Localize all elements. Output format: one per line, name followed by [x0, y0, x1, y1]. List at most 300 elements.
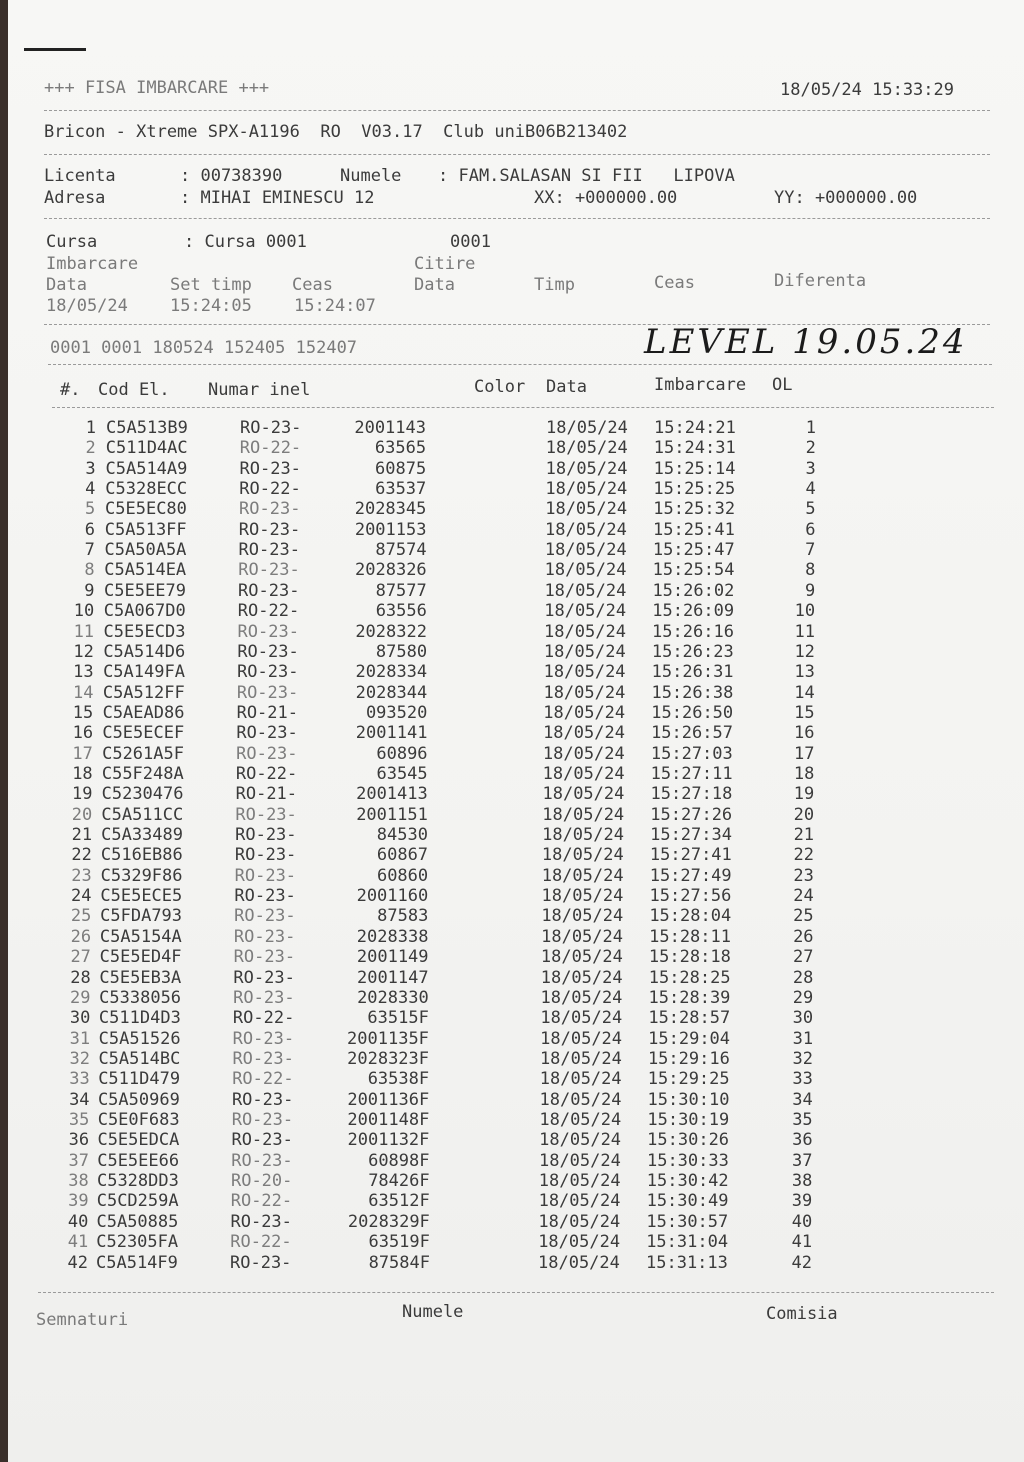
- cell-num: 60875: [375, 458, 427, 479]
- cell-ol: 13: [794, 662, 815, 683]
- cell-date: 18/05/24: [540, 1008, 623, 1029]
- cell-time: 15:26:50: [651, 702, 734, 723]
- cell-ol: 7: [805, 540, 816, 561]
- print-datetime: 18/05/24 15:33:29: [780, 80, 954, 100]
- cell-nr: 27: [70, 947, 91, 968]
- data-label: Data: [46, 275, 87, 295]
- cell-time: 15:26:09: [652, 601, 735, 622]
- cell-date: 18/05/24: [544, 621, 626, 642]
- table-row: [8, 1110, 1024, 1130]
- cell-ol: 29: [792, 987, 814, 1008]
- cell-ol: 3: [805, 458, 816, 479]
- cell-ol: 26: [793, 926, 814, 947]
- cell-date: 18/05/24: [541, 865, 624, 886]
- divider: [44, 110, 990, 111]
- cell-date: 18/05/24: [538, 1252, 620, 1273]
- cell-date: 18/05/24: [543, 702, 626, 723]
- cell-ring: RO-23-: [233, 926, 296, 947]
- cell-ol: 16: [794, 723, 815, 744]
- cell-cod: C5A514F9: [96, 1252, 178, 1273]
- cell-time: 15:31:04: [646, 1232, 729, 1253]
- cell-nr: 13: [73, 662, 94, 683]
- cell-num: 63545: [376, 764, 428, 784]
- cell-time: 15:26:16: [652, 621, 734, 642]
- cell-nr: 36: [68, 1130, 90, 1151]
- cell-ring: RO-23-: [234, 906, 296, 927]
- corner-mark: [24, 48, 86, 51]
- cell-ring: RO-22-: [239, 438, 302, 459]
- cell-ring: RO-23-: [238, 560, 300, 581]
- cell-nr: 35: [68, 1110, 90, 1131]
- cell-num: 63538F: [367, 1069, 430, 1090]
- cell-date: 18/05/24: [544, 560, 627, 581]
- cell-num: 87580: [375, 641, 428, 662]
- cell-num: 2001143: [354, 418, 426, 438]
- cell-ring: RO-23-: [238, 540, 300, 561]
- cell-nr: 6: [84, 519, 96, 540]
- cell-num: 60860: [376, 865, 429, 886]
- cell-time: 15:25:32: [653, 499, 736, 520]
- cell-ol: 5: [805, 499, 816, 520]
- cell-date: 18/05/24: [542, 743, 625, 764]
- cell-date: 18/05/24: [540, 967, 623, 988]
- cell-nr: 25: [70, 906, 92, 927]
- table-row: [8, 1151, 1024, 1171]
- cell-ring: RO-22-: [232, 1069, 294, 1090]
- cell-date: 18/05/24: [538, 1150, 621, 1171]
- cell-ring: RO-21-: [236, 702, 298, 723]
- cell-cod: C5E5ED4F: [99, 947, 182, 968]
- cell-cod: C5FDA793: [100, 906, 183, 927]
- cell-date: 18/05/24: [543, 662, 626, 683]
- cell-time: 15:27:11: [650, 764, 733, 784]
- col-header-inel: Numar inel: [208, 380, 311, 400]
- cell-ring: RO-23-: [231, 1110, 294, 1131]
- table-row: [8, 1049, 1024, 1069]
- cell-cod: C5A514A9: [105, 458, 188, 479]
- table-row: [8, 906, 1024, 926]
- table-row: [8, 1171, 1024, 1191]
- cell-cod: C5A513FF: [104, 519, 187, 540]
- cell-date: 18/05/24: [543, 682, 626, 703]
- cell-num: 60896: [376, 743, 428, 764]
- set-timp-value: 15:24:05: [170, 296, 252, 316]
- cell-ol: 39: [791, 1191, 813, 1212]
- citire-ceas-label: Ceas: [654, 273, 695, 293]
- cell-date: 18/05/24: [544, 580, 627, 601]
- cell-ol: 4: [805, 479, 816, 500]
- citire-data-label: Data: [414, 275, 455, 295]
- cell-nr: 21: [71, 825, 93, 846]
- cell-num: 2028338: [356, 926, 429, 947]
- cell-nr: 2: [85, 438, 96, 459]
- cell-ol: 36: [792, 1130, 813, 1151]
- cell-date: 18/05/24: [538, 1171, 621, 1192]
- cell-cod: C5E5ECD3: [103, 621, 186, 642]
- cell-num: 63519F: [368, 1232, 430, 1253]
- table-row: [8, 418, 1024, 438]
- cell-ol: 23: [793, 865, 814, 886]
- cell-date: 18/05/24: [539, 1130, 622, 1151]
- cell-cod: C511D479: [98, 1069, 181, 1090]
- cell-ol: 22: [793, 845, 814, 866]
- cell-cod: C5A067D0: [103, 601, 186, 622]
- cell-ol: 30: [792, 1008, 814, 1029]
- cell-nr: 10: [73, 601, 95, 622]
- cell-date: 18/05/24: [545, 479, 628, 500]
- cell-ol: 17: [793, 743, 815, 764]
- licenta-value: : 00738390: [180, 166, 283, 186]
- cell-cod: C5A514BC: [98, 1048, 181, 1069]
- citire-label: Citire: [414, 254, 476, 274]
- cell-time: 15:26:02: [652, 580, 735, 601]
- cell-time: 15:30:42: [646, 1171, 729, 1192]
- table-row: [8, 1008, 1024, 1028]
- cell-date: 18/05/24: [545, 519, 627, 540]
- cell-time: 15:27:49: [649, 865, 732, 886]
- cell-cod: C5AEAD86: [102, 702, 185, 723]
- cell-num: 63512F: [368, 1191, 430, 1212]
- cell-num: 2001160: [356, 886, 429, 907]
- cell-ol: 9: [804, 580, 816, 601]
- cell-date: 18/05/24: [540, 947, 623, 968]
- table-row: [8, 947, 1024, 967]
- table-row: [8, 520, 1024, 540]
- cell-num: 2001149: [356, 947, 429, 968]
- cell-cod: C5230476: [101, 784, 184, 805]
- cell-cod: C5A511CC: [101, 804, 184, 825]
- cell-date: 18/05/24: [542, 784, 625, 805]
- cell-time: 15:29:16: [647, 1048, 730, 1069]
- cell-time: 15:26:23: [651, 641, 734, 662]
- cell-ring: RO-23-: [233, 947, 296, 968]
- col-header-cod: Cod El.: [98, 380, 170, 400]
- cell-ol: 1: [805, 418, 816, 438]
- cell-nr: 7: [84, 540, 95, 561]
- cell-nr: 12: [73, 641, 94, 662]
- cell-ring: RO-23-: [237, 621, 299, 642]
- cell-ring: RO-22-: [230, 1191, 293, 1212]
- cell-nr: 4: [85, 479, 96, 500]
- diferenta-label: Diferenta: [774, 271, 867, 291]
- cell-num: 2001151: [356, 804, 428, 825]
- cell-time: 15:24:31: [653, 438, 736, 459]
- cell-ring: RO-23-: [231, 1130, 293, 1151]
- cell-ring: RO-23-: [239, 458, 301, 479]
- cell-num: 2028322: [355, 621, 427, 642]
- cell-nr: 32: [69, 1048, 90, 1069]
- cell-ring: RO-22-: [237, 601, 300, 622]
- cell-date: 18/05/24: [546, 418, 628, 438]
- cell-time: 15:29:25: [647, 1069, 730, 1090]
- cell-num: 2028344: [355, 682, 428, 703]
- cell-date: 18/05/24: [544, 540, 627, 561]
- cell-cod: C5329F86: [100, 865, 183, 886]
- divider: [44, 154, 990, 155]
- cell-nr: 30: [69, 1008, 91, 1029]
- cell-time: 15:26:38: [651, 682, 734, 703]
- cell-cod: C5E0F683: [97, 1110, 180, 1131]
- cell-num: 63556: [375, 601, 427, 622]
- cell-date: 18/05/24: [538, 1191, 621, 1212]
- cell-date: 18/05/24: [539, 1089, 622, 1110]
- divider: [52, 407, 994, 408]
- cell-date: 18/05/24: [542, 764, 625, 784]
- cell-num: 2001147: [356, 967, 429, 988]
- cell-ol: 32: [792, 1048, 813, 1069]
- cell-cod: C5A50969: [97, 1089, 180, 1110]
- cell-cod: C5E5ECE5: [100, 886, 183, 907]
- cell-date: 18/05/24: [540, 987, 623, 1008]
- cell-ol: 42: [791, 1252, 812, 1273]
- cell-ring: RO-23-: [238, 519, 301, 540]
- cell-cod: C5A149FA: [103, 662, 185, 683]
- cell-cod: C5A33489: [101, 825, 183, 846]
- table-row: [8, 825, 1024, 845]
- cell-date: 18/05/24: [539, 1069, 622, 1090]
- cell-nr: 23: [71, 865, 92, 886]
- cell-ol: 40: [791, 1211, 813, 1232]
- cell-time: 15:27:56: [649, 886, 732, 907]
- cell-nr: 40: [67, 1211, 89, 1232]
- cell-date: 18/05/24: [545, 499, 628, 520]
- cell-nr: 11: [73, 621, 95, 642]
- cell-nr: 1: [85, 418, 96, 438]
- cell-nr: 37: [68, 1150, 89, 1171]
- cursa-code: 0001: [450, 232, 491, 252]
- cell-date: 18/05/24: [540, 1028, 623, 1049]
- cell-date: 18/05/24: [538, 1232, 621, 1253]
- cell-time: 15:27:34: [650, 825, 732, 846]
- cell-ring: RO-23-: [234, 886, 296, 907]
- cell-num: 2028326: [355, 560, 427, 581]
- cell-nr: 28: [70, 967, 91, 988]
- cursa-value: : Cursa 0001: [184, 232, 307, 252]
- cell-ol: 11: [794, 621, 816, 642]
- licenta-label: Licenta: [44, 166, 116, 186]
- cell-ring: RO-22-: [235, 764, 298, 784]
- cell-ol: 25: [793, 906, 814, 927]
- cell-num: 2028345: [354, 499, 427, 520]
- cell-time: 15:30:49: [646, 1191, 729, 1212]
- cell-nr: 22: [71, 845, 92, 866]
- cell-nr: 39: [68, 1191, 89, 1212]
- cell-date: 18/05/24: [543, 641, 626, 662]
- cell-ol: 41: [791, 1232, 813, 1253]
- cell-num: 78426F: [368, 1171, 430, 1192]
- cell-ring: RO-23-: [231, 1150, 293, 1171]
- table-row: [8, 1130, 1024, 1150]
- cell-ol: 35: [792, 1110, 813, 1131]
- table-row: [8, 927, 1024, 947]
- cell-cod: C5A5154A: [99, 926, 182, 947]
- cell-date: 18/05/24: [545, 458, 628, 479]
- cell-date: 18/05/24: [541, 906, 624, 927]
- cell-ol: 37: [792, 1150, 813, 1171]
- cell-cod: C5E5EE66: [97, 1150, 180, 1171]
- cell-time: 15:31:13: [646, 1252, 728, 1273]
- cell-time: 15:30:57: [646, 1211, 729, 1232]
- numele-label: Numele: [340, 166, 402, 186]
- cell-num: 63565: [374, 438, 427, 459]
- table-row: [8, 723, 1024, 743]
- cell-date: 18/05/24: [539, 1110, 622, 1131]
- cell-time: 15:30:33: [646, 1150, 729, 1171]
- cell-cod: C5328DD3: [96, 1171, 179, 1192]
- cell-ring: RO-23-: [238, 580, 300, 601]
- numele-value: : FAM.SALASAN SI FII LIPOVA: [438, 166, 735, 186]
- cell-ring: RO-23-: [236, 743, 298, 764]
- cell-ring: RO-22-: [232, 1008, 295, 1029]
- adresa-value: : MIHAI EMINESCU 12: [180, 188, 375, 208]
- col-header-data: Data: [546, 377, 587, 397]
- cell-num: 2001153: [354, 519, 427, 540]
- cell-num: 84530: [376, 825, 428, 846]
- cell-time: 15:28:25: [648, 967, 731, 988]
- cell-ol: 21: [793, 825, 815, 846]
- cell-date: 18/05/24: [542, 804, 625, 825]
- cell-num: 2001148F: [347, 1110, 430, 1131]
- cell-ring: RO-23-: [240, 418, 302, 438]
- cell-ring: RO-23-: [237, 662, 299, 683]
- ceas-label: Ceas: [292, 275, 333, 295]
- table-row: [8, 1029, 1024, 1049]
- cell-ol: 10: [794, 601, 816, 622]
- cell-cod: C5338056: [99, 987, 182, 1008]
- cell-time: 15:30:10: [647, 1089, 730, 1110]
- cell-num: 63537: [375, 479, 427, 500]
- timp-label: Timp: [534, 275, 575, 295]
- divider: [38, 1292, 994, 1293]
- cell-time: 15:26:31: [651, 662, 734, 683]
- cell-cod: C5E5ECEF: [102, 723, 185, 744]
- cell-num: 60867: [376, 845, 429, 866]
- cell-date: 18/05/24: [539, 1048, 622, 1069]
- cell-ol: 15: [794, 702, 815, 723]
- cell-ol: 34: [792, 1089, 813, 1110]
- cell-date: 18/05/24: [543, 723, 625, 744]
- cell-nr: 3: [85, 458, 96, 479]
- cell-cod: C5A514D6: [103, 641, 186, 662]
- cell-time: 15:25:41: [653, 519, 735, 540]
- cell-cod: C5328ECC: [105, 479, 188, 500]
- table-row: [8, 784, 1024, 804]
- table-row: [8, 968, 1024, 988]
- cell-num: 2001141: [355, 723, 428, 744]
- receipt-title: +++ FISA IMBARCARE +++: [44, 78, 270, 98]
- cell-nr: 19: [72, 784, 93, 805]
- footer-semnaturi: Semnaturi: [36, 1310, 129, 1330]
- cell-ol: 2: [805, 438, 816, 459]
- table-row: [8, 1090, 1024, 1110]
- table-row: [8, 1069, 1024, 1089]
- cursa-label: Cursa: [46, 232, 98, 252]
- table-row: [8, 581, 1024, 601]
- table-row: [8, 866, 1024, 886]
- cell-ring: RO-22-: [239, 479, 301, 500]
- cell-date: 18/05/24: [538, 1211, 621, 1232]
- cell-date: 18/05/24: [541, 886, 624, 907]
- table-row: [8, 540, 1024, 560]
- cell-ol: 14: [794, 682, 815, 703]
- table-row: [8, 560, 1024, 580]
- cell-nr: 29: [70, 987, 91, 1008]
- cell-cod: C5A50885: [96, 1211, 179, 1232]
- cell-time: 15:28:39: [648, 987, 731, 1008]
- cell-time: 15:27:41: [649, 845, 732, 866]
- cell-nr: 34: [69, 1089, 90, 1110]
- cell-ol: 27: [792, 947, 814, 968]
- cell-cod: C511D4D3: [98, 1008, 181, 1029]
- table-row: [8, 642, 1024, 662]
- table-row: [8, 805, 1024, 825]
- cell-time: 15:27:18: [650, 784, 733, 805]
- cell-cod: C5A512FF: [102, 682, 185, 703]
- cell-num: 2001132F: [347, 1130, 430, 1151]
- table-row: [8, 744, 1024, 764]
- col-header-nr: #.: [60, 380, 81, 400]
- xx-coordinate: XX: +000000.00: [534, 188, 678, 208]
- col-header-ol: OL: [772, 375, 793, 395]
- cell-cod: C516EB86: [100, 845, 183, 866]
- table-row: [8, 1232, 1024, 1252]
- cell-ring: RO-23-: [236, 723, 298, 744]
- table-row: [8, 703, 1024, 723]
- divider: [44, 218, 990, 219]
- cell-ol: 18: [793, 764, 815, 784]
- table-row: [8, 459, 1024, 479]
- cell-ring: RO-21-: [235, 784, 298, 805]
- set-timp-label: Set timp: [170, 275, 252, 295]
- imbarcare-label: Imbarcare: [46, 254, 139, 274]
- cell-time: 15:27:03: [650, 743, 733, 764]
- cell-num: 2028330: [357, 987, 429, 1008]
- cell-ring: RO-23-: [234, 865, 297, 886]
- cell-nr: 17: [72, 743, 93, 764]
- table-row: [8, 1191, 1024, 1211]
- table-row: [8, 601, 1024, 621]
- table-row: [8, 988, 1024, 1008]
- cell-time: 15:29:04: [648, 1028, 731, 1049]
- cell-nr: 9: [84, 580, 95, 601]
- cell-cod: C5261A5F: [102, 743, 184, 764]
- cell-ol: 12: [794, 641, 815, 662]
- cell-num: 2001136F: [347, 1089, 430, 1110]
- table-row: [8, 845, 1024, 865]
- cell-cod: C5CD259A: [96, 1191, 179, 1212]
- cell-ring: RO-23-: [234, 845, 297, 866]
- cell-nr: 20: [71, 804, 93, 825]
- cell-cod: C5A51526: [98, 1028, 181, 1049]
- table-row: [8, 1253, 1024, 1273]
- table-row: [8, 499, 1024, 519]
- cell-cod: C52305FA: [96, 1232, 179, 1253]
- cell-nr: 41: [67, 1232, 89, 1253]
- cell-date: 18/05/24: [541, 926, 623, 947]
- table-row: [8, 886, 1024, 906]
- cell-ol: 8: [805, 560, 816, 581]
- cell-nr: 31: [69, 1028, 91, 1049]
- cell-nr: 14: [72, 682, 94, 703]
- cell-ring: RO-23-: [233, 987, 295, 1008]
- cell-ol: 6: [805, 519, 816, 540]
- cell-date: 18/05/24: [545, 438, 628, 459]
- cell-cod: C5E5EB3A: [99, 967, 182, 988]
- table-row: [8, 622, 1024, 642]
- cell-cod: C5A50A5A: [104, 540, 187, 561]
- cell-ring: RO-23-: [230, 1211, 292, 1232]
- cell-date: 18/05/24: [544, 601, 627, 622]
